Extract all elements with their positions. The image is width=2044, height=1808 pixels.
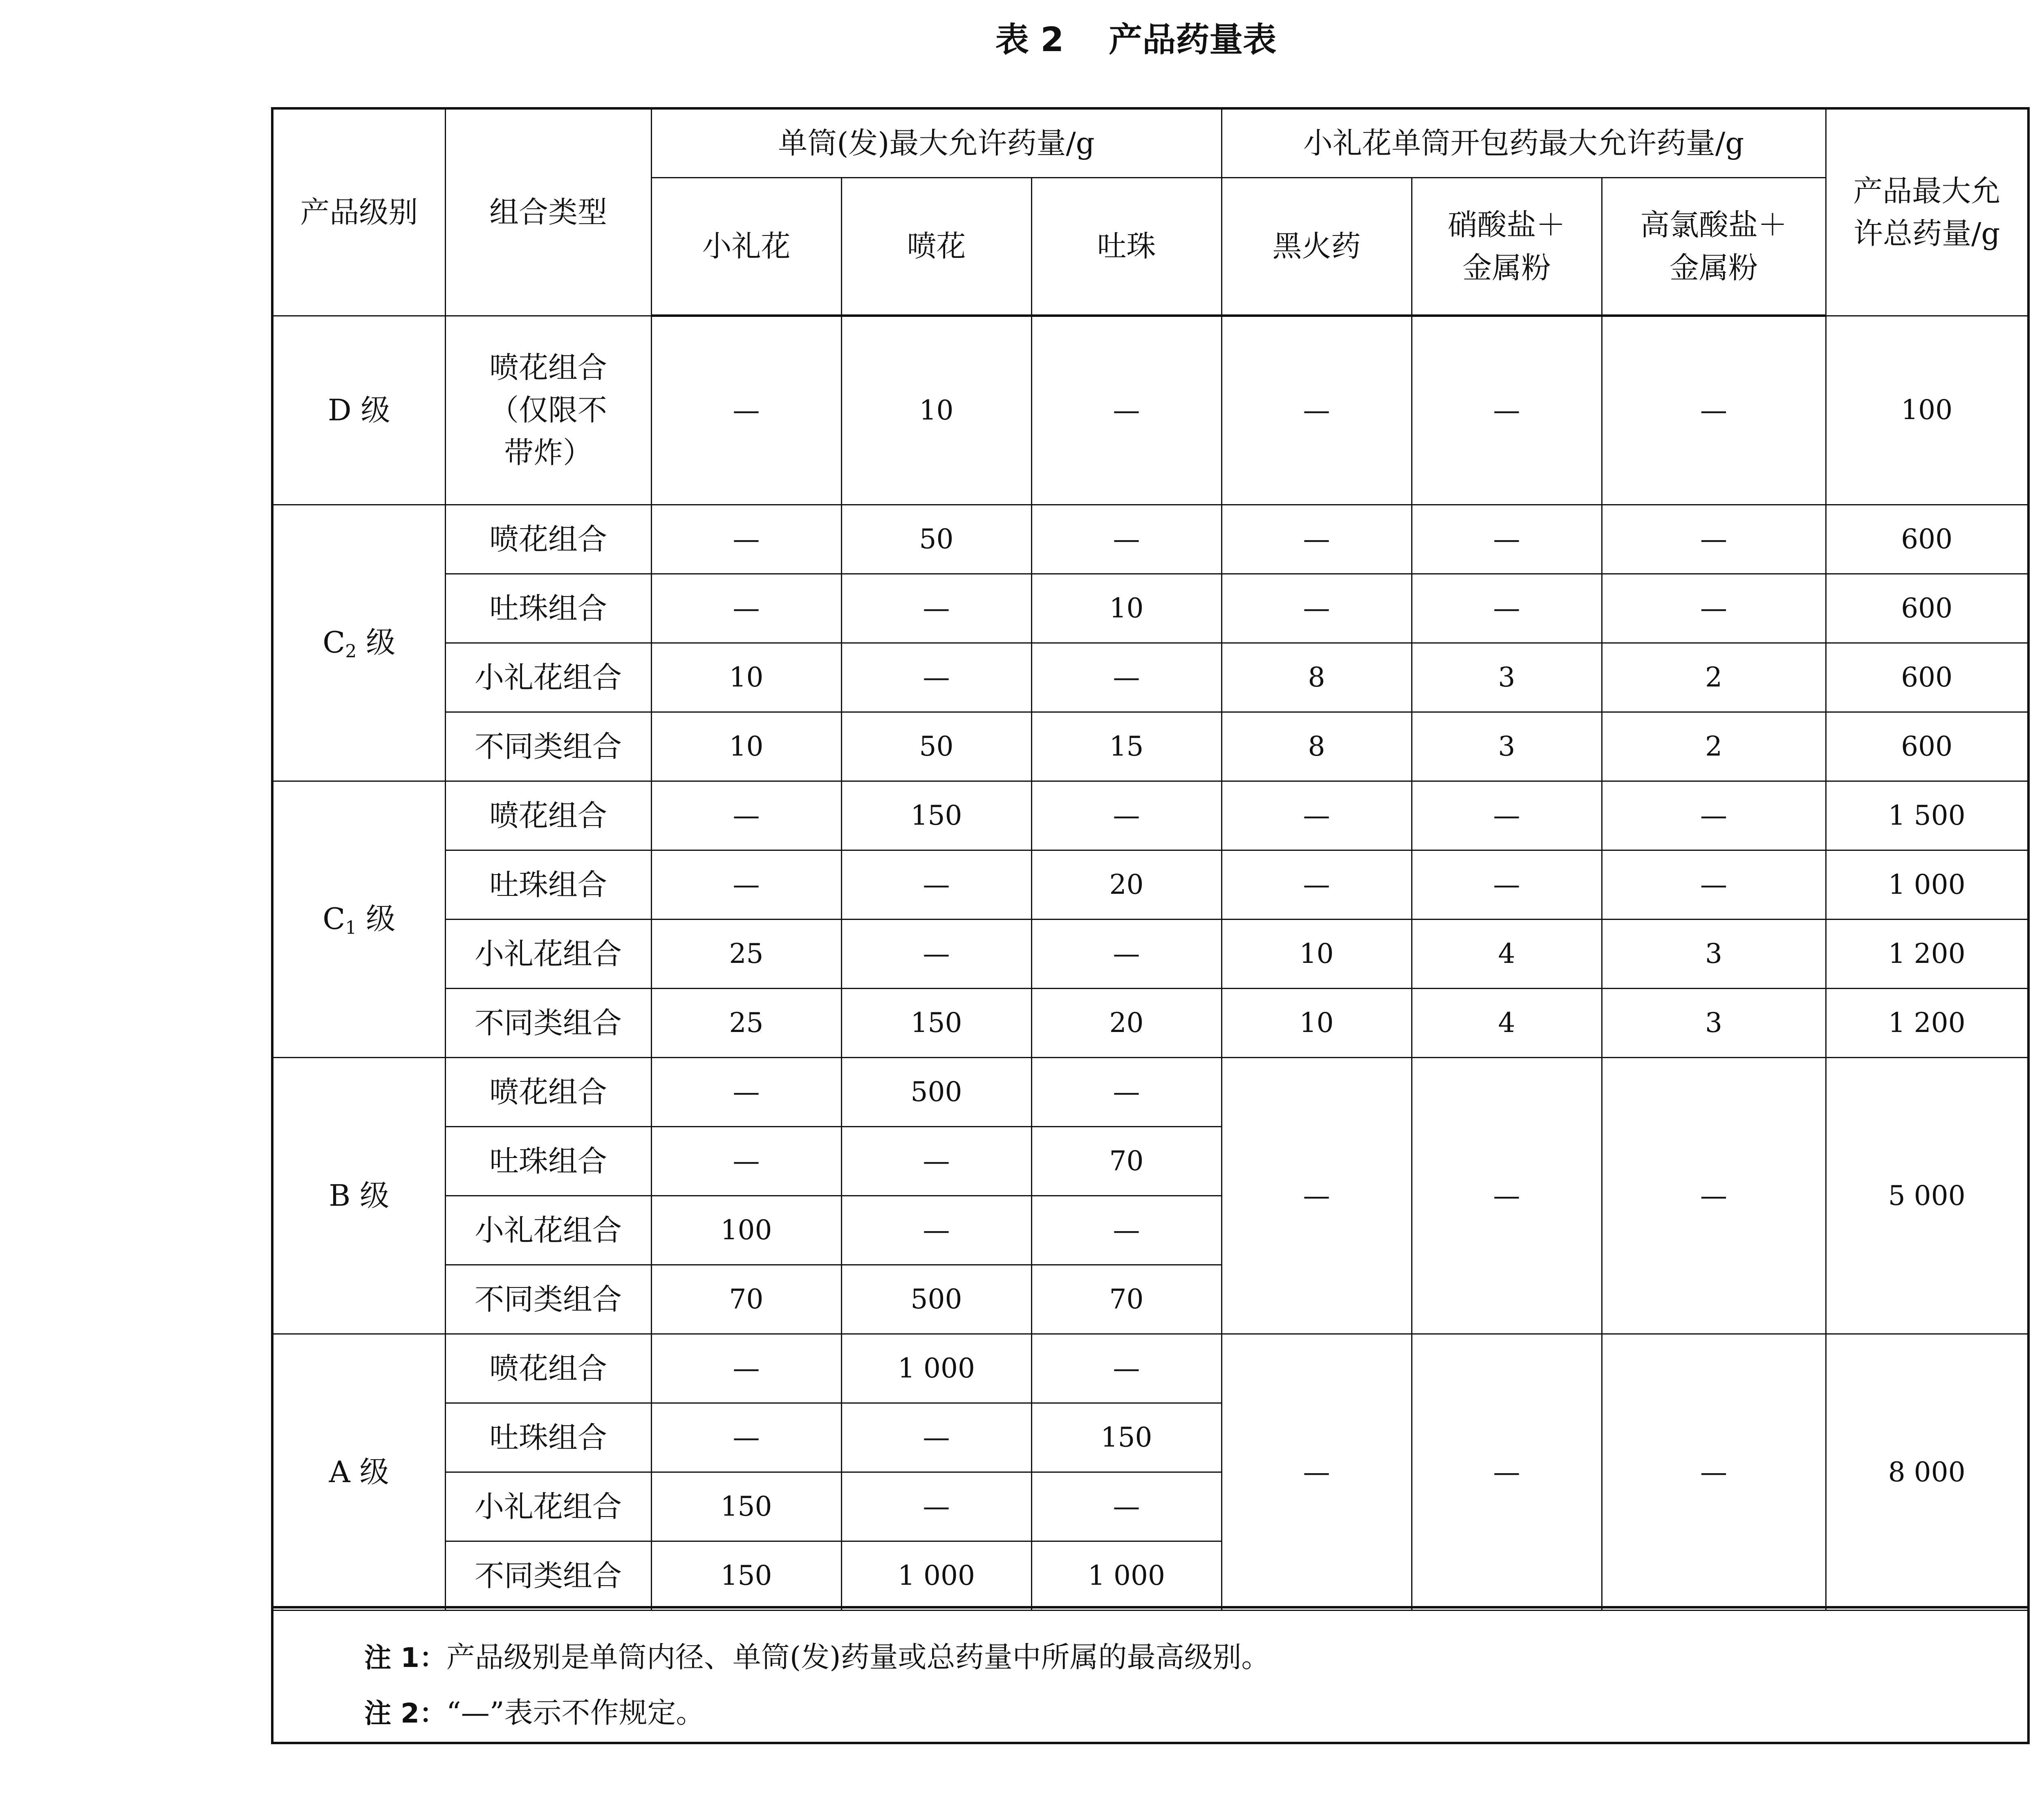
cell-fountain: 50 — [841, 712, 1031, 781]
cell-perchlorate-merged: — — [1602, 1058, 1826, 1334]
combo-type-cell: 吐珠组合 — [445, 850, 651, 920]
grade-cell-b: B 级 — [273, 1058, 445, 1334]
combo-type-line: （仅限不 — [489, 393, 607, 428]
cell-pearl: — — [1031, 1472, 1221, 1541]
cell-fountain: 500 — [841, 1058, 1031, 1127]
grade-cell-c1 — [273, 781, 445, 1058]
cell-perchlorate: — — [1602, 850, 1826, 920]
cell-pearl: 20 — [1031, 989, 1221, 1058]
header-nitrate — [1412, 178, 1602, 316]
cell-pearl: 70 — [1031, 1265, 1221, 1334]
table-row — [273, 574, 2027, 643]
cell-pearl: — — [1031, 1334, 1221, 1403]
cell-fountain: 500 — [841, 1265, 1031, 1334]
note-item — [364, 1630, 2027, 1685]
cell-perchlorate: 3 — [1602, 989, 1826, 1058]
cell-pearl: — — [1031, 1058, 1221, 1127]
table-notes — [273, 1606, 2027, 1742]
cell-total: 600 — [1826, 643, 2027, 712]
cell-perchlorate: — — [1602, 316, 1826, 505]
grade-c1-suffix: 级 — [356, 902, 396, 936]
cell-small-flower: 150 — [651, 1472, 841, 1541]
cell-perchlorate: 3 — [1602, 920, 1826, 989]
grade-c1-prefix: C — [323, 902, 345, 936]
table-title — [0, 8, 2044, 65]
cell-nitrate-merged: — — [1412, 1334, 1602, 1611]
cell-nitrate: — — [1412, 574, 1602, 643]
cell-small-flower: 70 — [651, 1265, 841, 1334]
cell-small-flower: — — [651, 574, 841, 643]
cell-black-powder: — — [1221, 850, 1412, 920]
cell-pearl: — — [1031, 505, 1221, 574]
combo-type-cell: 吐珠组合 — [445, 574, 651, 643]
note-label: 注 1： — [364, 1642, 446, 1673]
note-text: 产品级别是单筒内径、单筒(发)药量或总药量中所属的最高级别。 — [446, 1640, 1270, 1674]
cell-nitrate: 4 — [1412, 989, 1602, 1058]
header-small-flower: 小礼花 — [651, 178, 841, 316]
table-number: 表 2 — [995, 20, 1064, 59]
cell-small-flower: — — [651, 1334, 841, 1403]
combo-type-cell: 不同类组合 — [445, 1541, 651, 1611]
note-item — [364, 1685, 2027, 1741]
table-row — [273, 316, 2027, 505]
grade-c2-prefix: C — [323, 625, 345, 660]
grade-c2-suffix: 级 — [356, 625, 396, 660]
cell-pearl: — — [1031, 1196, 1221, 1265]
cell-black-powder: 8 — [1221, 643, 1412, 712]
dosage-table-frame — [271, 107, 2030, 1744]
combo-type-line: 喷花组合 — [489, 350, 607, 385]
cell-fountain: — — [841, 643, 1031, 712]
cell-small-flower: — — [651, 316, 841, 505]
cell-total: 100 — [1826, 316, 2027, 505]
cell-small-flower: 25 — [651, 989, 841, 1058]
cell-total-merged: 5 000 — [1826, 1058, 2027, 1334]
table-caption: 产品药量表 — [1109, 20, 1277, 59]
cell-total-merged: 8 000 — [1826, 1334, 2027, 1611]
combo-type-line: 带炸） — [504, 435, 592, 470]
combo-type-cell — [445, 316, 651, 505]
grade-cell-c2 — [273, 505, 445, 781]
header-total — [1826, 110, 2027, 316]
cell-black-powder-merged: — — [1221, 1334, 1412, 1611]
cell-perchlorate: 2 — [1602, 643, 1826, 712]
cell-total: 1 000 — [1826, 850, 2027, 920]
header-combo-type: 组合类型 — [445, 110, 651, 316]
cell-total: 1 200 — [1826, 989, 2027, 1058]
cell-pearl: 10 — [1031, 574, 1221, 643]
cell-total: 1 500 — [1826, 781, 2027, 850]
cell-black-powder: 10 — [1221, 920, 1412, 989]
cell-nitrate: — — [1412, 781, 1602, 850]
cell-nitrate-merged: — — [1412, 1058, 1602, 1334]
header-nitrate-line2: 金属粉 — [1462, 250, 1551, 285]
cell-perchlorate: — — [1602, 505, 1826, 574]
cell-perchlorate: — — [1602, 574, 1826, 643]
combo-type-cell: 吐珠组合 — [445, 1127, 651, 1196]
header-pearl: 吐珠 — [1031, 178, 1221, 316]
combo-type-cell: 不同类组合 — [445, 712, 651, 781]
combo-type-cell: 不同类组合 — [445, 1265, 651, 1334]
header-black-powder: 黑火药 — [1221, 178, 1412, 316]
grade-c2-subscript: 2 — [345, 641, 357, 662]
cell-small-flower: — — [651, 505, 841, 574]
note-text: “—”表示不作规定。 — [446, 1696, 705, 1729]
combo-type-cell: 不同类组合 — [445, 989, 651, 1058]
cell-fountain: — — [841, 920, 1031, 989]
cell-fountain: — — [841, 1472, 1031, 1541]
table-row — [273, 1058, 2027, 1127]
cell-perchlorate: 2 — [1602, 712, 1826, 781]
header-perchlorate — [1602, 178, 1826, 316]
cell-black-powder: 8 — [1221, 712, 1412, 781]
cell-nitrate: — — [1412, 850, 1602, 920]
cell-fountain: — — [841, 574, 1031, 643]
cell-perchlorate: — — [1602, 781, 1826, 850]
cell-small-flower: — — [651, 1058, 841, 1127]
combo-type-cell: 喷花组合 — [445, 505, 651, 574]
cell-fountain: 1 000 — [841, 1541, 1031, 1611]
cell-pearl: 70 — [1031, 1127, 1221, 1196]
cell-fountain: — — [841, 1127, 1031, 1196]
header-fountain: 喷花 — [841, 178, 1031, 316]
cell-small-flower: 100 — [651, 1196, 841, 1265]
header-grade: 产品级别 — [273, 110, 445, 316]
dosage-table — [273, 110, 2027, 1611]
cell-fountain: — — [841, 850, 1031, 920]
combo-type-cell: 喷花组合 — [445, 1334, 651, 1403]
combo-type-cell: 小礼花组合 — [445, 643, 651, 712]
header-nitrate-line1: 硝酸盐＋ — [1448, 208, 1566, 242]
cell-fountain: 50 — [841, 505, 1031, 574]
cell-pearl: — — [1031, 316, 1221, 505]
combo-type-cell: 吐珠组合 — [445, 1403, 651, 1472]
combo-type-cell: 小礼花组合 — [445, 1196, 651, 1265]
cell-pearl: 20 — [1031, 850, 1221, 920]
grade-cell-d: D 级 — [273, 316, 445, 505]
combo-type-cell: 小礼花组合 — [445, 920, 651, 989]
combo-type-cell: 喷花组合 — [445, 1058, 651, 1127]
cell-fountain: — — [841, 1196, 1031, 1265]
combo-type-cell: 小礼花组合 — [445, 1472, 651, 1541]
cell-small-flower: — — [651, 781, 841, 850]
table-row — [273, 920, 2027, 989]
cell-small-flower: — — [651, 1403, 841, 1472]
cell-nitrate: — — [1412, 316, 1602, 505]
cell-pearl: — — [1031, 781, 1221, 850]
cell-black-powder: — — [1221, 574, 1412, 643]
cell-fountain: 150 — [841, 781, 1031, 850]
cell-perchlorate-merged: — — [1602, 1334, 1826, 1611]
table-row — [273, 989, 2027, 1058]
cell-fountain: 1 000 — [841, 1334, 1031, 1403]
cell-small-flower: — — [651, 850, 841, 920]
cell-black-powder: 10 — [1221, 989, 1412, 1058]
table-row — [273, 781, 2027, 850]
cell-fountain: — — [841, 1403, 1031, 1472]
cell-black-powder-merged: — — [1221, 1058, 1412, 1334]
cell-nitrate: 3 — [1412, 712, 1602, 781]
cell-small-flower: 10 — [651, 712, 841, 781]
table-row — [273, 643, 2027, 712]
combo-type-cell: 喷花组合 — [445, 781, 651, 850]
header-total-line1: 产品最大允 — [1853, 173, 2001, 208]
table-row — [273, 712, 2027, 781]
cell-small-flower: — — [651, 1127, 841, 1196]
cell-pearl: — — [1031, 643, 1221, 712]
cell-pearl: 15 — [1031, 712, 1221, 781]
cell-total: 600 — [1826, 505, 2027, 574]
table-row — [273, 505, 2027, 574]
header-perchlorate-line1: 高氯酸盐＋ — [1640, 208, 1788, 242]
header-open-group: 小礼花单筒开包药最大允许药量/g — [1221, 110, 1826, 178]
cell-fountain: 150 — [841, 989, 1031, 1058]
table-row — [273, 850, 2027, 920]
cell-nitrate: — — [1412, 505, 1602, 574]
header-single-group: 单筒(发)最大允许药量/g — [651, 110, 1221, 178]
cell-total: 600 — [1826, 712, 2027, 781]
cell-small-flower: 150 — [651, 1541, 841, 1611]
grade-cell-a: A 级 — [273, 1334, 445, 1611]
grade-c1-subscript: 1 — [345, 917, 357, 939]
cell-fountain: 10 — [841, 316, 1031, 505]
cell-pearl: 150 — [1031, 1403, 1221, 1472]
cell-small-flower: 10 — [651, 643, 841, 712]
cell-nitrate: 4 — [1412, 920, 1602, 989]
cell-black-powder: — — [1221, 316, 1412, 505]
cell-nitrate: 3 — [1412, 643, 1602, 712]
cell-total: 1 200 — [1826, 920, 2027, 989]
header-perchlorate-line2: 金属粉 — [1670, 250, 1758, 285]
cell-small-flower: 25 — [651, 920, 841, 989]
cell-total: 600 — [1826, 574, 2027, 643]
table-row — [273, 1334, 2027, 1403]
header-total-line2: 许总药量/g — [1853, 216, 2000, 251]
cell-black-powder: — — [1221, 781, 1412, 850]
cell-pearl: — — [1031, 920, 1221, 989]
cell-black-powder: — — [1221, 505, 1412, 574]
note-label: 注 2： — [364, 1698, 446, 1729]
cell-pearl: 1 000 — [1031, 1541, 1221, 1611]
